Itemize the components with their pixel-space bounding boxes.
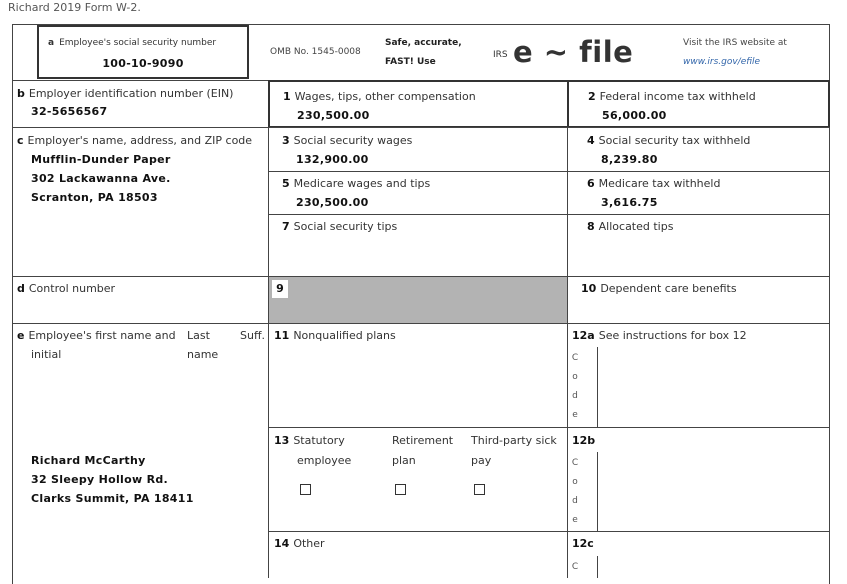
federal-tax-value: 56,000.00 <box>602 109 667 122</box>
box-4-num: 4 <box>587 134 595 147</box>
divider <box>268 214 830 215</box>
wages-value: 230,500.00 <box>297 109 370 122</box>
box-2-num: 2 <box>588 90 596 103</box>
employer-name: Mufflin-Dunder Paper <box>31 153 171 166</box>
retirement-label-2: plan <box>392 454 416 467</box>
box-9-num: 9 <box>272 280 288 298</box>
medicare-tax-value: 3,616.75 <box>601 196 658 209</box>
third-party-sick-pay-checkbox[interactable] <box>474 484 485 495</box>
code-letter: o <box>572 372 578 382</box>
safe-accurate-line2: FAST! Use <box>385 57 436 67</box>
divider <box>268 427 830 428</box>
medicare-wages-value: 230,500.00 <box>296 196 369 209</box>
ssn-value: 100-10-9090 <box>102 57 184 70</box>
retirement-label-1: Retirement <box>392 434 454 447</box>
code-letter: d <box>572 496 578 506</box>
box-10-num: 10 <box>581 282 597 295</box>
thirdparty-label-1: Third-party sick <box>471 434 557 447</box>
box-12a-code-column <box>569 349 581 425</box>
box-6-label: Medicare tax withheld <box>598 177 721 190</box>
irs-text: IRS <box>493 50 508 60</box>
box-12a-label: See instructions for box 12 <box>598 329 747 342</box>
box-3-label: Social security wages <box>293 134 413 147</box>
code-letter: o <box>572 477 578 487</box>
box-4-label: Social security tax withheld <box>598 134 751 147</box>
form-caption: Richard 2019 Form W-2. <box>8 1 141 14</box>
box-13-num: 13 <box>274 434 290 447</box>
safe-accurate-line1: Safe, accurate, <box>385 38 462 48</box>
box-9-shaded <box>269 277 567 323</box>
box-a-ssn <box>37 25 249 79</box>
box-5-num: 5 <box>282 177 290 190</box>
box-2-label: Federal income tax withheld <box>599 90 756 103</box>
box-1-wages <box>268 80 568 128</box>
box-7-num: 7 <box>282 220 290 233</box>
box-e-letter: e <box>17 329 25 342</box>
statutory-label-2: employee <box>297 454 352 467</box>
divider <box>597 452 598 531</box>
box-12b-code-column <box>569 454 581 530</box>
box-5-label: Medicare wages and tips <box>293 177 431 190</box>
divider <box>597 556 598 578</box>
box-11-label: Nonqualified plans <box>293 329 396 342</box>
code-letter: e <box>572 515 578 525</box>
box-14-label: Other <box>293 537 325 550</box>
box-e-label-last-2: name <box>187 348 219 361</box>
code-letter: d <box>572 391 578 401</box>
ss-wages-value: 132,900.00 <box>296 153 369 166</box>
box-e-label-first-2: initial <box>31 348 62 361</box>
box-14-num: 14 <box>274 537 290 550</box>
employee-name: Richard McCarthy <box>31 454 146 467</box>
code-letter: C <box>571 353 579 363</box>
divider <box>268 171 830 172</box>
box-7-label: Social security tips <box>293 220 398 233</box>
box-12a-num: 12a <box>572 329 595 342</box>
code-letter: e <box>572 410 578 420</box>
box-11-num: 11 <box>274 329 290 342</box>
visit-irs-text: Visit the IRS website at <box>683 38 787 48</box>
code-letter: C <box>571 458 579 468</box>
box-d-letter: d <box>17 282 25 295</box>
retirement-plan-checkbox[interactable] <box>395 484 406 495</box>
employee-city: Clarks Summit, PA 18411 <box>31 492 194 505</box>
box-e-label-last: Last <box>187 329 210 342</box>
box-e-label-suff: Suff. <box>240 329 266 342</box>
box-d-label: Control number <box>28 282 116 295</box>
box-8-label: Allocated tips <box>598 220 674 233</box>
employer-city: Scranton, PA 18503 <box>31 191 158 204</box>
box-a-label: Employee's social security number <box>59 38 217 48</box>
divider <box>597 347 598 427</box>
ss-tax-value: 8,239.80 <box>601 153 658 166</box>
statutory-employee-checkbox[interactable] <box>300 484 311 495</box>
divider <box>12 127 830 128</box>
box-2-federal-tax <box>567 80 830 128</box>
irs-website-link[interactable]: www.irs.gov/efile <box>683 57 761 67</box>
box-3-num: 3 <box>282 134 290 147</box>
box-a-letter: a <box>48 38 55 48</box>
ein-value: 32-5656567 <box>31 105 108 118</box>
box-6-num: 6 <box>587 177 595 190</box>
thirdparty-label-2: pay <box>471 454 492 467</box>
box-12b-num: 12b <box>572 434 596 447</box>
divider <box>567 80 568 578</box>
code-letter: C <box>571 562 579 572</box>
divider <box>12 323 830 324</box>
box-8-num: 8 <box>587 220 595 233</box>
statutory-label-1: Statutory <box>293 434 345 447</box>
box-e-label-first: Employee's first name and <box>28 329 176 342</box>
employee-street: 32 Sleepy Hollow Rd. <box>31 473 169 486</box>
box-1-num: 1 <box>283 90 291 103</box>
box-b-letter: b <box>17 87 25 100</box>
omb-number: OMB No. 1545-0008 <box>270 47 361 57</box>
box-c-letter: c <box>17 134 24 147</box>
box-12c-code-column <box>569 558 581 577</box>
divider <box>268 80 269 578</box>
box-10-label: Dependent care benefits <box>600 282 737 295</box>
divider <box>268 531 830 532</box>
box-12c-num: 12c <box>572 537 594 550</box>
box-c-label: Employer's name, address, and ZIP code <box>27 134 253 147</box>
box-1-label: Wages, tips, other compensation <box>294 90 476 103</box>
employer-street: 302 Lackawanna Ave. <box>31 172 171 185</box>
box-b-label: Employer identification number (EIN) <box>28 87 234 100</box>
efile-logo: e ~ file <box>513 35 634 69</box>
